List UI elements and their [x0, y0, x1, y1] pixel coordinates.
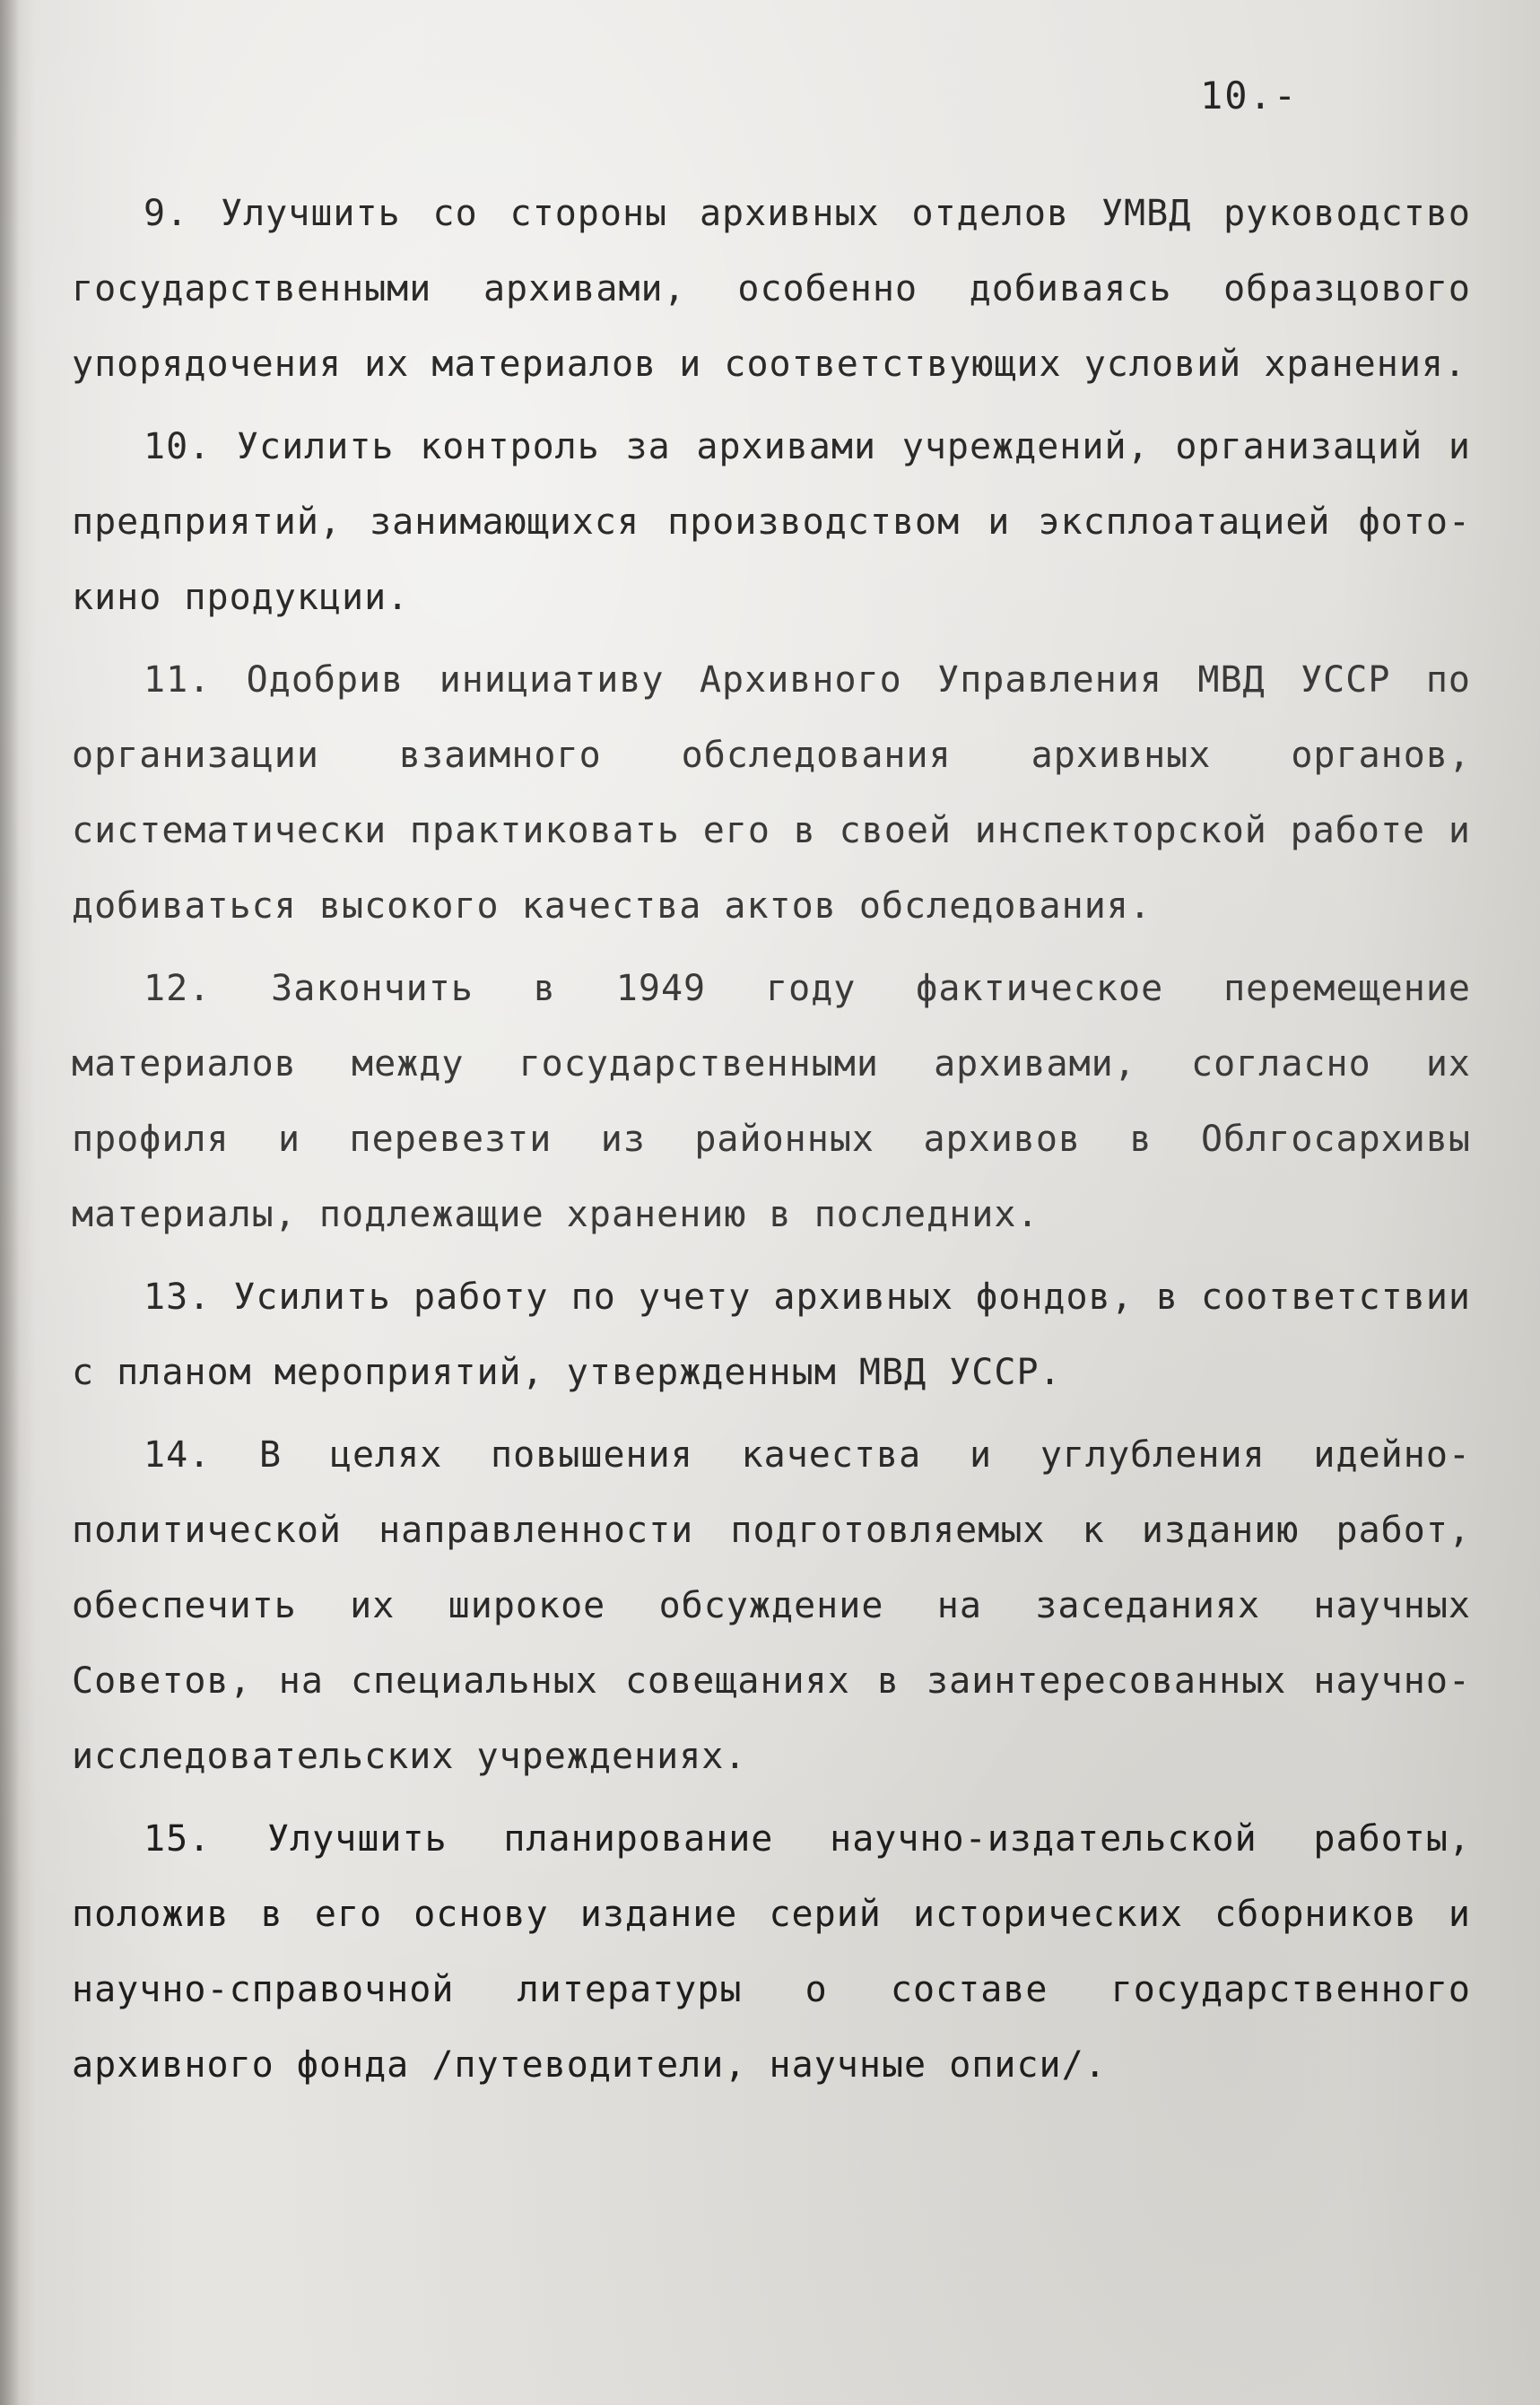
- paragraph-item-12: 12. Закончить в 1949 году фактическое перемещение материалов между государственными архивами, согласно их профиля и перевезти из районных архивов в Облгосархивы материалы, подлежащие хранению в последних.: [72, 968, 1471, 1235]
- paragraph-item-9: 9. Улучшить со стороны архивных отделов УМВД руководство государственными архивами, особенно добиваясь образцового упорядочения их материалов и соответствующих условий хранения.: [72, 193, 1471, 385]
- document-body: [72, 176, 1471, 2110]
- paragraph-item-15: 15. Улучшить планирование научно-издательской работы, положив в его основу издание серий исторических сборников и научно-справочной литературы о составе государственного архивного фонда /путеводители, научные описи/.: [72, 1818, 1471, 2086]
- paragraph-item-14: 14. В целях повышения качества и углубления идейно-политической направленности подготовляемых к изданию работ, обеспечить их широкое обсуждение на заседаниях научных Советов, на специальных совещаниях в заинтересованных научно-исследовательских учреждениях.: [72, 1434, 1471, 1777]
- page-edge-shadow: [0, 0, 20, 2405]
- paragraph-item-13: 13. Усилить работу по учету архивных фондов, в соответствии с планом мероприятий, утвержденным МВД УССР.: [72, 1277, 1471, 1393]
- paragraph-item-11: 11. Одобрив инициативу Архивного Управления МВД УССР по организации взаимного обследования архивных органов, систематически практиковать его в своей инспекторской работе и добиваться высокого качества актов обследования.: [72, 659, 1471, 927]
- page-number: 10.-: [1200, 74, 1299, 118]
- paragraph-item-10: 10. Усилить контроль за архивами учреждений, организаций и предприятий, занимающихся производством и эксплоатацией фото-кино продукции.: [72, 426, 1471, 618]
